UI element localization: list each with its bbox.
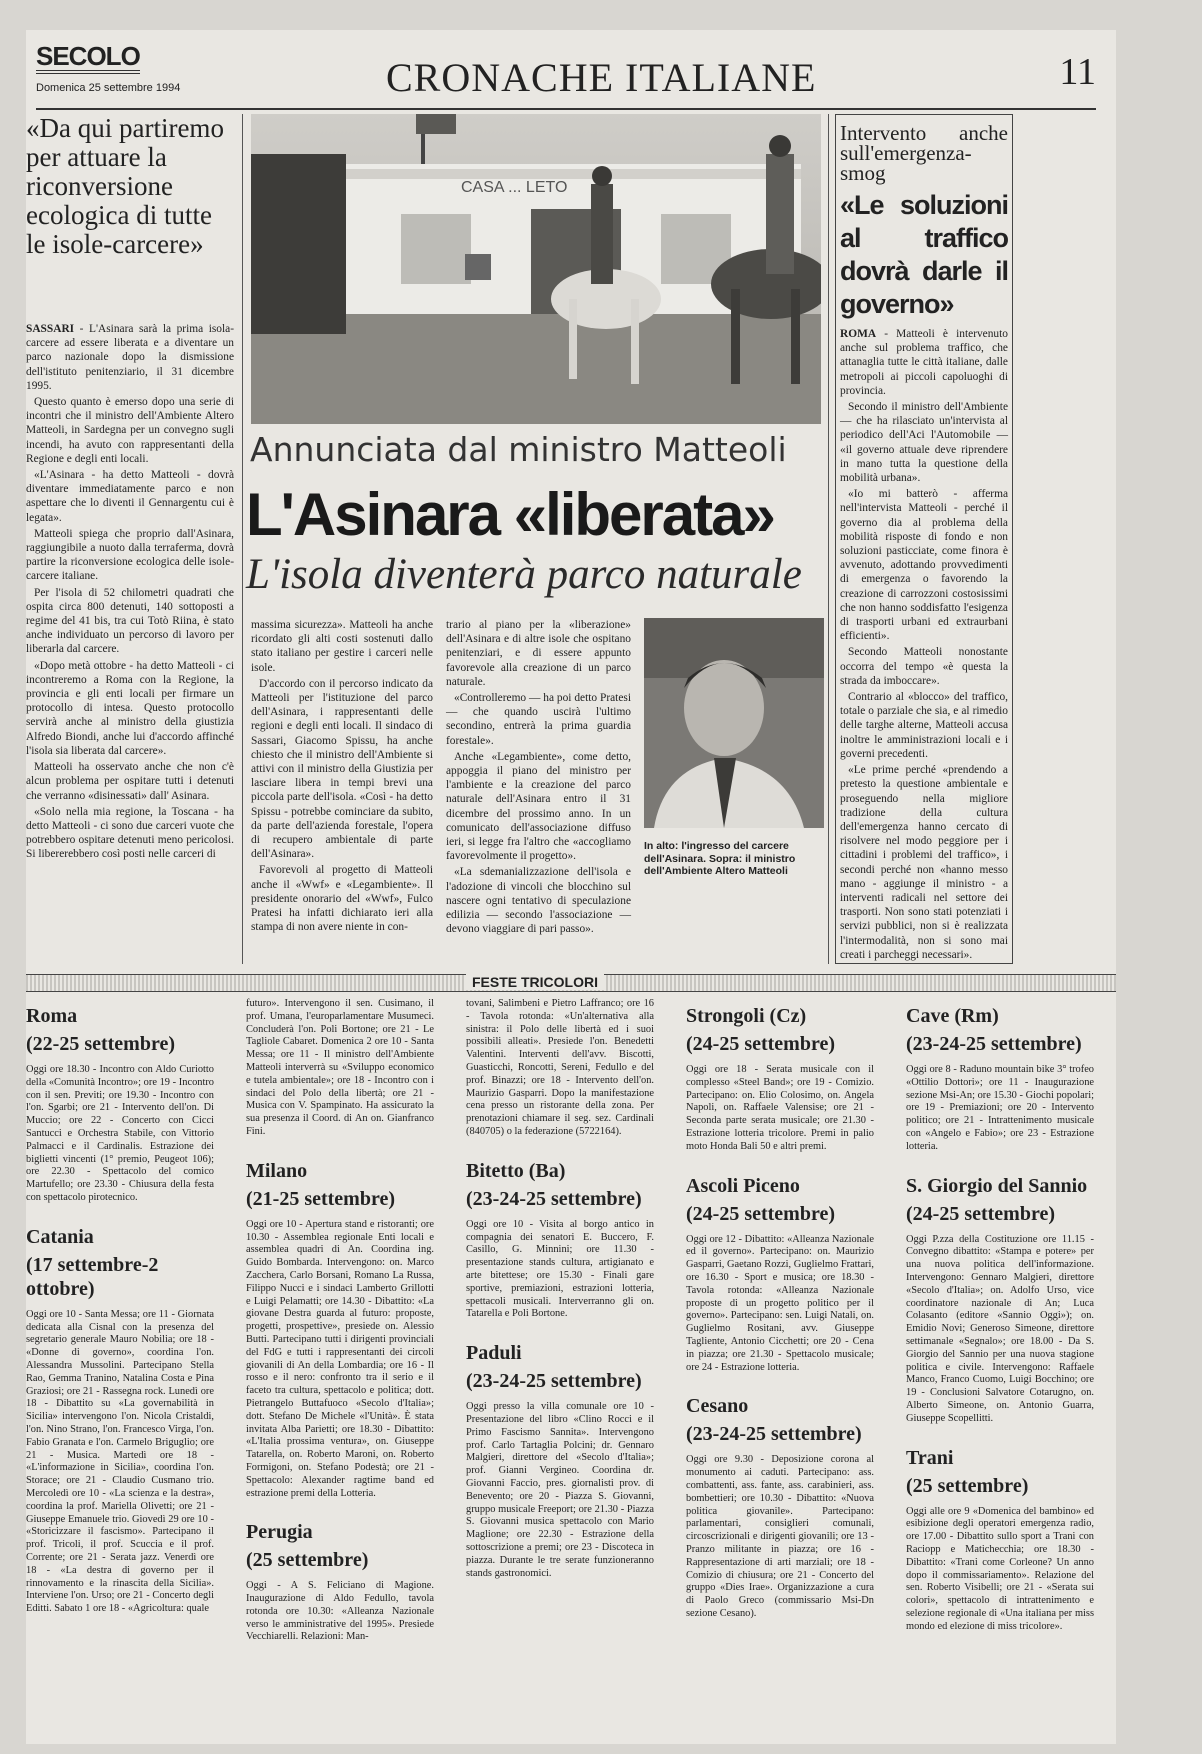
smog-dateline: ROMA (840, 328, 877, 340)
event-program: Oggi ore 18 - Serata musicale con il complesso «Steel Band»; ore 19 - Comizio. Partecipano: on. Elio Colosimo, on. Angela Napoli, on. Raffaele Valensise; ore 21 - Seconda parte serata musicale; ore 21.30 - Estrazione lotteria tricolore. Premi in palio moto Honda Bali 50 e altri premi. (686, 1064, 874, 1152)
left-paragraph: «Solo nella mia regione, la Toscana - ha detto Matteoli - ci sono due carceri vuote che potrebbero ospitare detenuti meno pericolosi. Si libererebbero così posti nelle carceri di (26, 805, 234, 861)
event-program: Oggi ore 8 - Raduno mountain bike 3° trofeo «Ottilio Dottori»; ore 11 - Inaugurazione sezione Msi-An; ore 15.30 - Giochi popolari; ore 19 - Premiazioni; ore 20 - Intervento politico; ore 21 - Intrattenimento musicale con «Angelo e Fabio»; ore 23 - Estrazione lotteria. (906, 1064, 1094, 1152)
event-dates: (24-25 settembre) (906, 1202, 1056, 1225)
event-city: S. Giorgio del Sannio (906, 1174, 1088, 1197)
event-dates: (23-24-25 settembre) (906, 1033, 1082, 1055)
event-block (466, 998, 654, 1139)
main-paragraph: Anche «Legambiente», come detto, appoggia il piano del ministro per l'ambiente e la creazione del parco naturale dell'Asinara entro il 31 dicembre del prossimo anno. In un comunicato dell'associazione diffuso ieri, si legge fra l'altro che «accogliamo favorevolmente il progetto». (446, 750, 631, 863)
event-block (906, 1446, 1094, 1634)
event-city: Cesano (686, 1395, 749, 1418)
event-city: Strongoli (Cz) (686, 1005, 807, 1027)
smog-article-box (835, 114, 1013, 964)
section-title: CRONACHE ITALIANE (386, 55, 817, 100)
left-paragraph: Matteoli spiega che proprio dall'Asinara, raggiungibile a nuoto dalla terraferma, dovrà partire la riconversione ecologica delle isole-carcere italiane. (26, 527, 234, 583)
event-city: Roma (26, 1005, 78, 1027)
event-program: Oggi ore 9.30 - Deposizione corona al monumento ai caduti. Partecipano: ass. combattenti, ass. fante, ass. carabinieri, ass. bombettieri; ore 10.30 - Dibattito: «Nuova politica giovanile». Partecipano: parlamentari, consiglieri comunali, circoscrizionali e dirigenti giovanili; ore 13 - Pranzo militante in piazza; ore 16 - Rappresentazione di arti marziali; ore 18 - Comizio di chiusura; ore 21 - Concerto del gruppo «Dies Irae». Organizzazione a cura di Paolo Greco (commissario Msi-Dn sezione Cesano). (686, 1454, 874, 1619)
event-block (466, 1159, 654, 1321)
prison-entrance-photo (251, 114, 821, 424)
main-paragraph: massima sicurezza». Matteoli ha anche ricordato gli alti costi sostenuti dallo stato italiano per gestire i carceri nelle isole. (251, 619, 433, 674)
event-block (906, 1174, 1094, 1426)
smog-paragraph: «Le prime perché «prendendo a pretesto la questione ambientale e proseguendo nella migliore tradizione della cultura dell'emergenza hanno cercato di risolvere nel modo peggiore per i cittadini i problemi del traffico», i secondi perché non «hanno messo mano - aggiunge il ministro - a interventi radicali nel settore dei trasporti. Non sono stati potenziati i servizi pubblici, non si è realizzata l'intermodalità, non si sono mai creati i parcheggi necessari». (840, 764, 1008, 961)
event-program: Oggi - A S. Feliciano di Magione. Inaugurazione di Aldo Fedullo, tavola rotonda ore 10.30: «Alleanza Nazionale verso le amministrative del 1995». Presiede Vecchiarelli. Relazioni: Man- (246, 1580, 434, 1643)
event-program: Oggi ore 12 - Dibattito: «Alleanza Nazionale ed il governo». Partecipano: on. Maurizio Gasparri, Gaetano Rozzi, Guglielmo Frattari, ore 16.30 - Sport e musica; ore 18.30 - Tavola rotonda: «Alleanza Nazionale proposte di un progetto politico per il governo». Partecipano: sen. Luigi Natali, on. Guglielmo Rositani, avv. Giuseppe Tagliente, Antonio Cicchetti; ore 20 - Cena in piazza; ore 21.30 - Spettacolo musicale; ore 24 - Estrazione lotteria. (686, 1233, 874, 1373)
event-city: Perugia (246, 1521, 313, 1544)
minister-portrait-illustration (644, 618, 824, 828)
event-block (686, 1174, 874, 1375)
event-city: Catania (26, 1225, 94, 1248)
prison-photo-illustration (251, 114, 821, 424)
event-dates: (21-25 settembre) (246, 1187, 396, 1210)
newspaper-page (26, 30, 1116, 1744)
smog-headline: «Le soluzioni al traffico dovrà darle il governo» (840, 190, 1008, 319)
event-dates: (23-24-25 settembre) (466, 1370, 642, 1393)
event-block (26, 1004, 214, 1205)
main-paragraph: D'accordo con il percorso indicato da Matteoli per l'istituzione del parco dell'Asinara, i rappresentanti delle regioni e degli enti locali. Il sindaco di Sassari, Giacomo Spissu, ha anche chiesto che il ministro dell'Ambiente si attivi con il ministro della Giustizia per lasciare libera in tempi brevi una piccola parte dell'isola. «Così - ha detto Spissu - potrebbe cominciare da subito, da parte dell'azienda forestale, l'opera di recupero ambientale di parte dell'Asinara». (251, 677, 433, 861)
event-city: Milano (246, 1159, 308, 1182)
events-column-3 (466, 998, 654, 1600)
masthead (36, 38, 1096, 110)
event-city: Bitetto (Ba) (466, 1159, 566, 1182)
column-divider (828, 114, 829, 964)
left-dateline: SASSARI (26, 323, 75, 335)
event-dates: (22-25 settembre) (26, 1033, 176, 1055)
events-column-1 (26, 998, 214, 1636)
smog-paragraph: - Matteoli è intervenuto anche sul problema traffico, che attanaglia tutte le città italiane, dalle metropoli ai piccoli capoluoghi di provincia. (840, 328, 1008, 397)
event-program: Oggi P.zza della Costituzione ore 11.15 - Convegno dibattito: «Stampa e potere» per una nuova politica dell'informazione. Intervengono: Gennaro Malgieri, direttore «Secolo d'Italia»; on. Adolfo Urso, vice coordinatore nazionale di An; Luca Colasanto (editore «Sannio Oggi»); on. Emidio Novi; Generoso Simeone, direttore settimanale «Segnalo»; ore 18.00 - Da S. Giorgio del Sannio per una nuova stagione politica e civile. Intervengono: Raffaele Manco, Franco Cuomo, Luigi Bocchino; ore 19 - Conclusioni Salvatore Cotarugno, on. Alberto Simeone, on. Antonio Guarra, Giuseppe Scopellitti. (906, 1233, 1094, 1424)
left-paragraph: «L'Asinara - ha detto Matteoli - dovrà diventare immediatamente parco e non aspettare che lo diventi il Gennargentu cui è legata». (26, 469, 234, 524)
smog-paragraph: Contrario al «blocco» del traffico, totale o parziale che sia, e al rimedio delle targhe alterne, Matteoli accusa inoltre le amministrazioni locali e i governi precedenti. (840, 691, 1008, 760)
smog-paragraph: Secondo il ministro dell'Ambiente — che ha rilasciato un'intervista al periodico dell'Aci l'Automobile — «il governo attuale deve riprendere in mano tutta la questione della mobilità urbana». (840, 401, 1008, 485)
left-article-headline: «Da qui partiremo per attuare la riconversione ecologica di tutte le isole-carcere» (26, 113, 224, 259)
event-dates: (25 settembre) (246, 1549, 369, 1572)
left-paragraph: «Dopo metà ottobre - ha detto Matteoli - ci incontreremo a Roma con la Regione, la provincia e gli enti locali per firmare un protocollo di intesa. Questo protocollo servirà anche al ministro della giustizia Alfredo Biondi, anche lui d'accordo affinché l'isola sia liberata dal carcere». (26, 659, 234, 757)
left-paragraph: Questo quanto è emerso dopo una serie di incontri che il ministro dell'Ambiente Altero Matteoli, in Sardegna per un convegno sugli incendi, ha avuto con rappresentanti della Regione e degli enti locali. (26, 396, 234, 465)
issue-date: Domenica 25 settembre 1994 (36, 82, 181, 94)
event-program: Oggi presso la villa comunale ore 10 - Presentazione del libro «Clino Rocci e il Primo Fascismo Sannita». Intervengono prof. Carlo Tartaglia Polcini; dr. Gennaro Malgieri, direttore del «Secolo d'Italia»; prof. Gianni Vergineo. Coordina dr. Giovanni Faccio, pres. giornalisti prov. di Benevento; ore 20 - Piazza S. Giovanni, gruppo musicale Freeport; ore 21.30 - Piazza S. Giovanni musica spettacolo con Mario Maglione; ore 22.30 - Estrazione della sottoscrizione a premi; ore 23 - Discoteca in piazza. Durante le tre serate funzioneranno stands gastronomici. (466, 1401, 654, 1579)
event-dates: (17 settembre-2 ottobre) (26, 1253, 159, 1300)
event-dates: (23-24-25 settembre) (466, 1187, 642, 1210)
event-city: Ascoli Piceno (686, 1174, 800, 1197)
event-dates: (24-25 settembre) (686, 1202, 836, 1225)
page-number: 11 (1059, 51, 1096, 93)
smog-paragraph: Secondo Matteoli nonostante occorra del tempo «è questa la strada da imboccare». (840, 646, 1008, 687)
event-dates: (24-25 settembre) (686, 1033, 836, 1055)
main-headline: L'Asinara «liberata» (246, 481, 774, 548)
event-program: Oggi ore 10 - Apertura stand e ristoranti; ore 10.30 - Assemblea regionale Enti locali e assemblea quadri di An. Coordina ing. Guido Bombarda. Intervengono: on. Marco Zacchera, Carlo Borsani, Romano La Russa, Filippo Nucci e i sindaci Lamberto Grillotti e Luigi Pelamatti; ore 14.30 - Dibattito: «La giovane Destra guarda al futuro: proposte, progetti, prospettive», presiede on. Alessio Butti. Partecipano tutti i dirigenti provinciali del FdG e tutti i rappresentanti dei circoli giovanili di An della Lombardia; ore 16 - Il rosso e il nero: confronto tra il serio e il faceto tra cultura, spettacolo e politica; dott. Pietrangelo Buttafuoco «Secolo d'Italia»; dott. Stefano De Michele «l'Unità». È stata invitata Alba Parietti; ore 18.30 - Dibattito: «L'Italia prossima ventura», on. Giuseppe Tatarella, on. Roberto Maroni, on. Roberto Formigoni, on. Stefano Podestà; ore 21 - Spettacolo: Alexander ragtime band ed estrazione premi della Lotteria. (246, 1218, 434, 1499)
event-city: Paduli (466, 1342, 522, 1365)
main-article-column-1 (251, 618, 433, 936)
event-dates: (23-24-25 settembre) (686, 1423, 862, 1446)
event-city: Trani (906, 1446, 954, 1469)
event-block (246, 1520, 434, 1644)
prison-sign: CASA ... LETO (461, 179, 568, 196)
banner-label: FESTE TRICOLORI (466, 974, 604, 990)
smog-kicker: Intervento anche sull'emergenza-smog (840, 121, 1008, 185)
event-block (686, 1394, 874, 1620)
main-article-column-2 (446, 618, 631, 938)
event-program: Oggi alle ore 9 «Domenica del bambino» ed esibizione degli operatori emergenza radio, ore 17.00 - Dibattito sullo sport a Trani con Raciopp e Matichecchia; ore 18.30 - Dibattito: «Trani come Corleone? Un anno dopo il commissariamento». Relazione del sen. Roberto Visibelli; ore 21 - «Serata sui colori», spettacolo di intrattenimento e selezione regionale di «Una italiana per miss mondo ed elezione di miss tricolore». (906, 1505, 1094, 1632)
event-program: tovani, Salimbeni e Pietro Laffranco; ore 16 - Tavola rotonda: «Un'alternativa alla sinistra: il Polo delle libertà ed i suoi possibili alleati». Presiede l'on. Benedetti Valentini. Interventi dell'avv. Biscotti, Guasticchi, Roncotti, Sereni, Fedullo e del prof. Binazzi; ore 18 - Intervento dell'on. Maurizio Gasparri. Dopo la manifestazione cena presso un ristorante della zona. Per prenotazioni chiamare il seg. sez. Cardinali (840705) o la federazione (5722164). (466, 998, 654, 1137)
event-program: futuro». Intervengono il sen. Cusimano, il prof. Umana, l'europarlamentare Musumeci. Concluderà l'on. Poli Bortone; ore 21 - Le Tagliole Cabaret. Domenica 2 ore 10 - Santa Messa; ore 11 - Il ministro dell'Ambiente Matteoli interverrà su «Sviluppo economico e tutela ambientale»; ore 18 - Incontro con i sindaci del Polo della libertà; ore 21 - Musica con V. Spampinato. Ha assicurato la sua presenza il Coord. di An on. Gianfranco Fini. (246, 998, 434, 1137)
photo-caption: In alto: l'ingresso del carcere dell'Asinara. Sopra: il ministro dell'Ambiente Altero Matteoli (644, 840, 796, 877)
main-kicker: Annunciata dal ministro Matteoli (250, 430, 787, 469)
event-city: Cave (Rm) (906, 1005, 999, 1027)
main-paragraph: «La sdemanializzazione dell'isola e l'adozione di vincoli che blocchino sul nascere ogni tentativo di speculazione edilizia — secondo l'associazione — devono viaggiare di pari passo». (446, 866, 631, 936)
minister-portrait-photo (644, 618, 824, 828)
main-paragraph: «Controlleremo — ha poi detto Pratesi — che quando uscirà l'ultimo secondino, entrerà la prima guardia forestale». (446, 692, 631, 747)
left-paragraph: Per l'isola di 52 chilometri quadrati che ospita circa 800 detenuti, 140 sottoposti a regime del 41 bis, tra cui Totò Riina, è stato anche individuato un percorso di lavoro per liberarla dal carcere. (26, 586, 234, 656)
column-divider (242, 114, 243, 964)
left-paragraph: - L'Asinara sarà la prima isola-carcere ad essere liberata e a diventare un parco nazionale dopo la dismissione dell'istituto penitenziario, il 31 dicembre 1995. (26, 323, 234, 392)
event-block (466, 1341, 654, 1580)
event-dates: (25 settembre) (906, 1474, 1029, 1497)
event-block (686, 1004, 874, 1154)
newspaper-name: SECOLO (36, 42, 140, 74)
event-program: Oggi ore 18.30 - Incontro con Aldo Curiotto della «Comunità Incontro»; ore 19 - Incontro con il sen. Previti; ore 19.30 - Incontro con l'on. Sgarbi; ore 21 - Intervento dell'on. Di Muccio; ore 22 - Concerto con Cicci Santucci e Orchestra Stabile, con Vittorio Palmacci e il Cardinalis. Estrazione dei biglietti vincenti (1° premio, Peugeot 106); ore 22.30 - Spettacolo del comico Martufello; ore 23.30 - Chiusura della festa con spettacolo pirotecnico. (26, 1064, 214, 1203)
smog-paragraph: «Io mi batterò - afferma nell'intervista Matteoli - perché il governo dia al problema della mobilità risposte di fondo e non soluzioni pasticciate, come finora è avvenuto, adottando provvedimenti di emergenza o favorendo la creazione di carrozzoni costosissimi che non hanno soddisfatto l'esigenza di trasporti urbani ed extraurbani efficienti». (840, 488, 1008, 643)
event-program: Oggi ore 10 - Santa Messa; ore 11 - Giornata dedicata alla Cisnal con la presenza del segretario generale Mauro Nobilia; ore 18 - «Donne di governo», coordina l'on. Alessandra Mussolini. Partecipano Stella Rao, Gemma Tranino, Natalina Costa e Pina Graziosi; ore 21 - Rassegna rock. Lunedì ore 18 - Dibattito su «La governabilità in Sicilia» intervengono l'on. Nicola Cristaldi, l'on. Nino Strano, l'on. Francesco Virga, l'on. Fabio Granata e l'on. Carmelo Briguglio; ore 21 - Musica. Martedì ore 18 - «L'informazione in Sicilia», coordina l'on. Storace; ore 21 - Claudio Cusmano trio. Mercoledì ore 10 - «La scienza e la destra», coordina la prof. Mariella Olivetti; ore 21 - Giuseppe Emanuele trio. Giovedì 29 ore 10 - «Storicizzare il fascismo». Partecipano il prof. Tricoli, il prof. Scuccia e il prof. Corrente; ore 21 - Serata jazz. Venerdì ore 18 - «La destra di governo per il rinnovamento e la rinascita della Sicilia». Interviene l'on. Urso; ore 21 - Concerto degli Editti. Sabato 1 ore 18 - «Agricoltura: quale (26, 1308, 214, 1615)
left-article-body (26, 322, 234, 864)
event-program: Oggi ore 10 - Visita al borgo antico in compagnia dei senatori E. Buccero, F. Casillo, G. Minnini; ore 11.30 - presentazione stands cultura, artigianato e arte bitettese; ore 15.30 - Finali gare sportive, premiazioni, estrazioni lotteria, spettacoli musicali. Interverranno gli on. Tatarella e Poli Bortone. (466, 1218, 654, 1320)
event-block (906, 1004, 1094, 1154)
events-column-5 (906, 998, 1094, 1654)
events-column-4 (686, 998, 874, 1641)
main-paragraph: Favorevoli al progetto di Matteoli anche il «Wwf» e «Legambiente». Il presidente onorario del «Wwf», Fulco Pratesi ha infatti dichiarato ieri alla stampa di non avere niente in con- (251, 864, 433, 934)
events-column-2 (246, 998, 434, 1664)
event-block (246, 998, 434, 1139)
event-block (26, 1225, 214, 1616)
left-paragraph: Matteoli ha osservato anche che non c'è alcun problema per ospitare tutti i detenuti che verranno «disinessati» dall' Asinara. (26, 761, 234, 802)
main-subhead: L'isola diventerà parco naturale (246, 551, 802, 598)
event-block (246, 1159, 434, 1501)
feste-tricolori-banner (26, 974, 1116, 992)
main-paragraph: trario al piano per la «liberazione» dell'Asinara e di altre isole che ospitano penitenziari, e di essere appunto favorevole alla creazione di un parco naturale. (446, 619, 631, 688)
